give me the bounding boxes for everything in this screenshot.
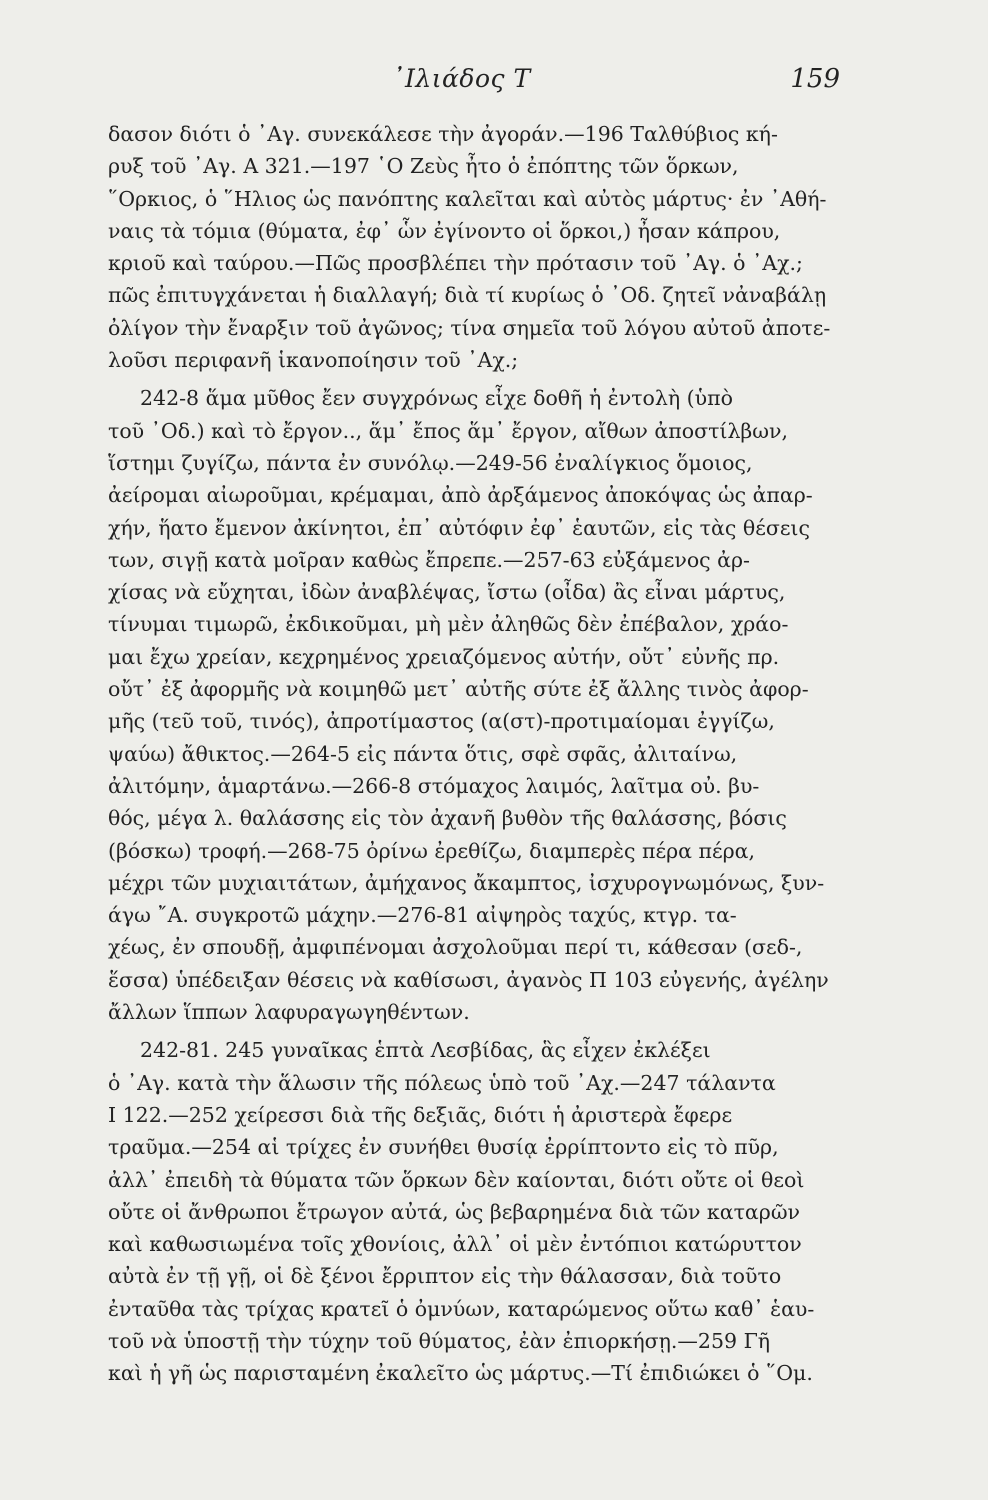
text-line: δασον διότι ὁ ᾿Αγ. συνεκάλεσε τὴν ἀγοράν.—196 Ταλθύβιος κή-: [108, 122, 778, 146]
text-line: ρυξ τοῦ ᾿Αγ. Α 321.—197 ῾Ο Ζεὺς ἦτο ὁ ἐπόπτης τῶν ὅρκων,: [108, 154, 739, 179]
text-line: ψαύω) ἄθικτος.—264-5 εἰς πάντα ὅτις, σφὲ σφᾶς, ἀλιταίνω,: [108, 741, 738, 766]
text-line: 242-8 ἅμα μῦθος ἔεν συγχρόνως εἶχε δοθῆ ἡ ἐντολὴ (ὑπὸ: [140, 386, 733, 411]
text-line: 242-81. 245 γυναῖκας ἑπτὰ Λεσβίδας, ἃς εἶχεν ἐκλέξει: [140, 1038, 711, 1063]
page-number: 159: [790, 64, 840, 94]
text-line: μαι ἔχω χρείαν, κεχρημένος χρειαζόμενος αὐτήν, οὔτ᾿ εὐνῆς πρ.: [108, 644, 780, 669]
text-line: τοῦ νὰ ὑποστῇ τὴν τύχην τοῦ θύματος, ἐὰν ἐπιορκήσῃ.—259 Γῆ: [108, 1328, 771, 1353]
text-line: ἀλλ᾿ ἐπειδὴ τὰ θύματα τῶν ὅρκων δὲν καίονται, διότι οὔτε οἱ θεοὶ: [108, 1167, 805, 1192]
text-line: κριοῦ καὶ ταύρου.—Πῶς προσβλέπει τὴν πρότασιν τοῦ ᾿Αγ. ὁ ᾿Αχ.;: [108, 251, 803, 276]
text-line: ἕσσα) ὑπέδειξαν θέσεις νὰ καθίσωσι, ἀγανὸς Π 103 εὐγενής, ἀγέλην: [108, 967, 829, 992]
text-line: καὶ καθωσιωμένα τοῖς χθονίοις, ἀλλ᾿ οἱ μὲν ἐντόπιοι κατώρυττον: [108, 1232, 802, 1257]
text-line: τίνυμαι τιμωρῶ, ἐκδικοῦμαι, μὴ μὲν ἀληθῶς δὲν ἐπέβαλον, χράο-: [108, 612, 789, 637]
text-line: λοῦσι περιφανῆ ἱκανοποίησιν τοῦ ᾿Αχ.;: [108, 348, 519, 373]
text-line: ἵστημι ζυγίζω, πάντα ἐν συνόλῳ.—249-56 ἐναλίγκιος ὅμοιος,: [108, 450, 753, 475]
text-line: οὔτ᾿ ἐξ ἀφορμῆς νὰ κοιμηθῶ μετ᾿ αὐτῆς σύτε ἐξ ἄλλης τινὸς ἀφορ-: [108, 677, 809, 702]
text-line: τοῦ ᾿Οδ.) καὶ τὸ ἔργον.., ἅμ᾿ ἔπος ἅμ᾿ ἔργον, αἴθων ἀποστίλβων,: [108, 418, 788, 443]
text-line: καὶ ἡ γῆ ὡς παρισταμένη ἐκαλεῖτο ὡς μάρτυς.—Τί ἐπιδιώκει ὁ ῞Ομ.: [108, 1361, 813, 1386]
text-line: θός, μέγα λ. θαλάσσης εἰς τὸν ἀχανῆ βυθὸν τῆς θαλάσσης, βόσις: [108, 806, 787, 831]
text-line: ῞Ορκιος, ὁ ῞Ηλιος ὡς πανόπτης καλεῖται καὶ αὐτὸς μάρτυς· ἐν ᾿Αθή-: [108, 186, 827, 211]
text-line: των, σιγῇ κατὰ μοῖραν καθὼς ἔπρεπε.—257-63 εὐξάμενος ἀρ-: [108, 547, 750, 572]
text-line: οὔτε οἱ ἄνθρωποι ἔτρωγον αὐτά, ὡς βεβαρημένα διὰ τῶν καταρῶν: [108, 1199, 800, 1224]
text-line: χήν, ἥατο ἔμενον ἀκίνητοι, ἐπ᾿ αὐτόφιν ἐφ᾿ ἑαυτῶν, εἰς τὰς θέσεις: [108, 515, 810, 540]
text-line: ἀλιτόμην, ἁμαρτάνω.—266-8 στόμαχος λαιμός, λαῖτμα οὐ. βυ-: [108, 773, 760, 798]
text-line: χέως, ἐν σπουδῇ, ἀμφιπένομαι ἀσχολοῦμαι περί τι, κάθεσαν (σεδ-,: [108, 935, 803, 960]
running-title: ᾿Ιλιάδος Τ: [392, 64, 531, 93]
text-line: αὐτὰ ἐν τῇ γῇ, οἱ δὲ ξένοι ἔρριπτον εἰς τὴν θάλασσαν, διὰ τοῦτο: [108, 1264, 782, 1289]
text-line: ὀλίγον τὴν ἔναρξιν τοῦ ἀγῶνος; τίνα σημεῖα τοῦ λόγου αὐτοῦ ἀποτε-: [108, 315, 831, 340]
text-line: ναις τὰ τόμια (θύματα, ἐφ᾿ ὧν ἐγίνοντο οἱ ὅρκοι,) ἦσαν κάπρου,: [108, 218, 781, 243]
text-line: (βόσκω) τροφή.—268-75 ὀρίνω ἐρεθίζω, διαμπερὲς πέρα πέρα,: [108, 838, 756, 863]
text-line: μῆς (τεῦ τοῦ, τινός), ἀπροτίμαστος (α(στ)-προτιμαίομαι ἐγγίζω,: [108, 709, 775, 734]
text-line: Ι 122.—252 χείρεσσι διὰ τῆς δεξιᾶς, διότι ἡ ἀριστερὰ ἔφερε: [108, 1102, 733, 1127]
text-line: άγω ῎Α. συγκροτῶ μάχην.—276-81 αἰψηρὸς ταχύς, κτγρ. τα-: [108, 903, 737, 928]
text-line: χίσας νὰ εὔχηται, ἰδὼν ἀναβλέψας, ἴστω (οἶδα) ἂς εἶναι μάρτυς,: [108, 580, 786, 605]
text-line: ὁ ᾿Αγ. κατὰ τὴν ἅλωσιν τῆς πόλεως ὑπὸ τοῦ ᾿Αχ.—247 τάλαντα: [108, 1070, 776, 1095]
text-line: τραῦμα.—254 αἱ τρίχες ἐν συνήθει θυσίᾳ ἐρρίπτοντο εἰς τὸ πῦρ,: [108, 1135, 779, 1160]
text-line: μέχρι τῶν μυχιαιτάτων, ἀμήχανος ἄκαμπτος, ἰσχυρογνωμόνως, ξυν-: [108, 870, 825, 895]
text-line: πῶς ἐπιτυγχάνεται ἡ διαλλαγή; διὰ τί κυρίως ὁ ᾿Οδ. ζητεῖ νἀναβάλῃ: [108, 283, 827, 308]
text-line: ἀείρομαι αἰωροῦμαι, κρέμαμαι, ἀπὸ ἀρξάμενος ἀποκόψας ὡς ἀπαρ-: [108, 483, 813, 508]
page-header: [108, 64, 840, 104]
body-text: [108, 118, 840, 1390]
text-line: ἐνταῦθα τὰς τρίχας κρατεῖ ὁ ὀμνύων, καταρώμενος οὕτω καθ᾿ ἑαυ-: [108, 1296, 815, 1321]
text-line: ἄλλων ἵππων λαφυραγωγηθέντων.: [108, 1000, 470, 1025]
